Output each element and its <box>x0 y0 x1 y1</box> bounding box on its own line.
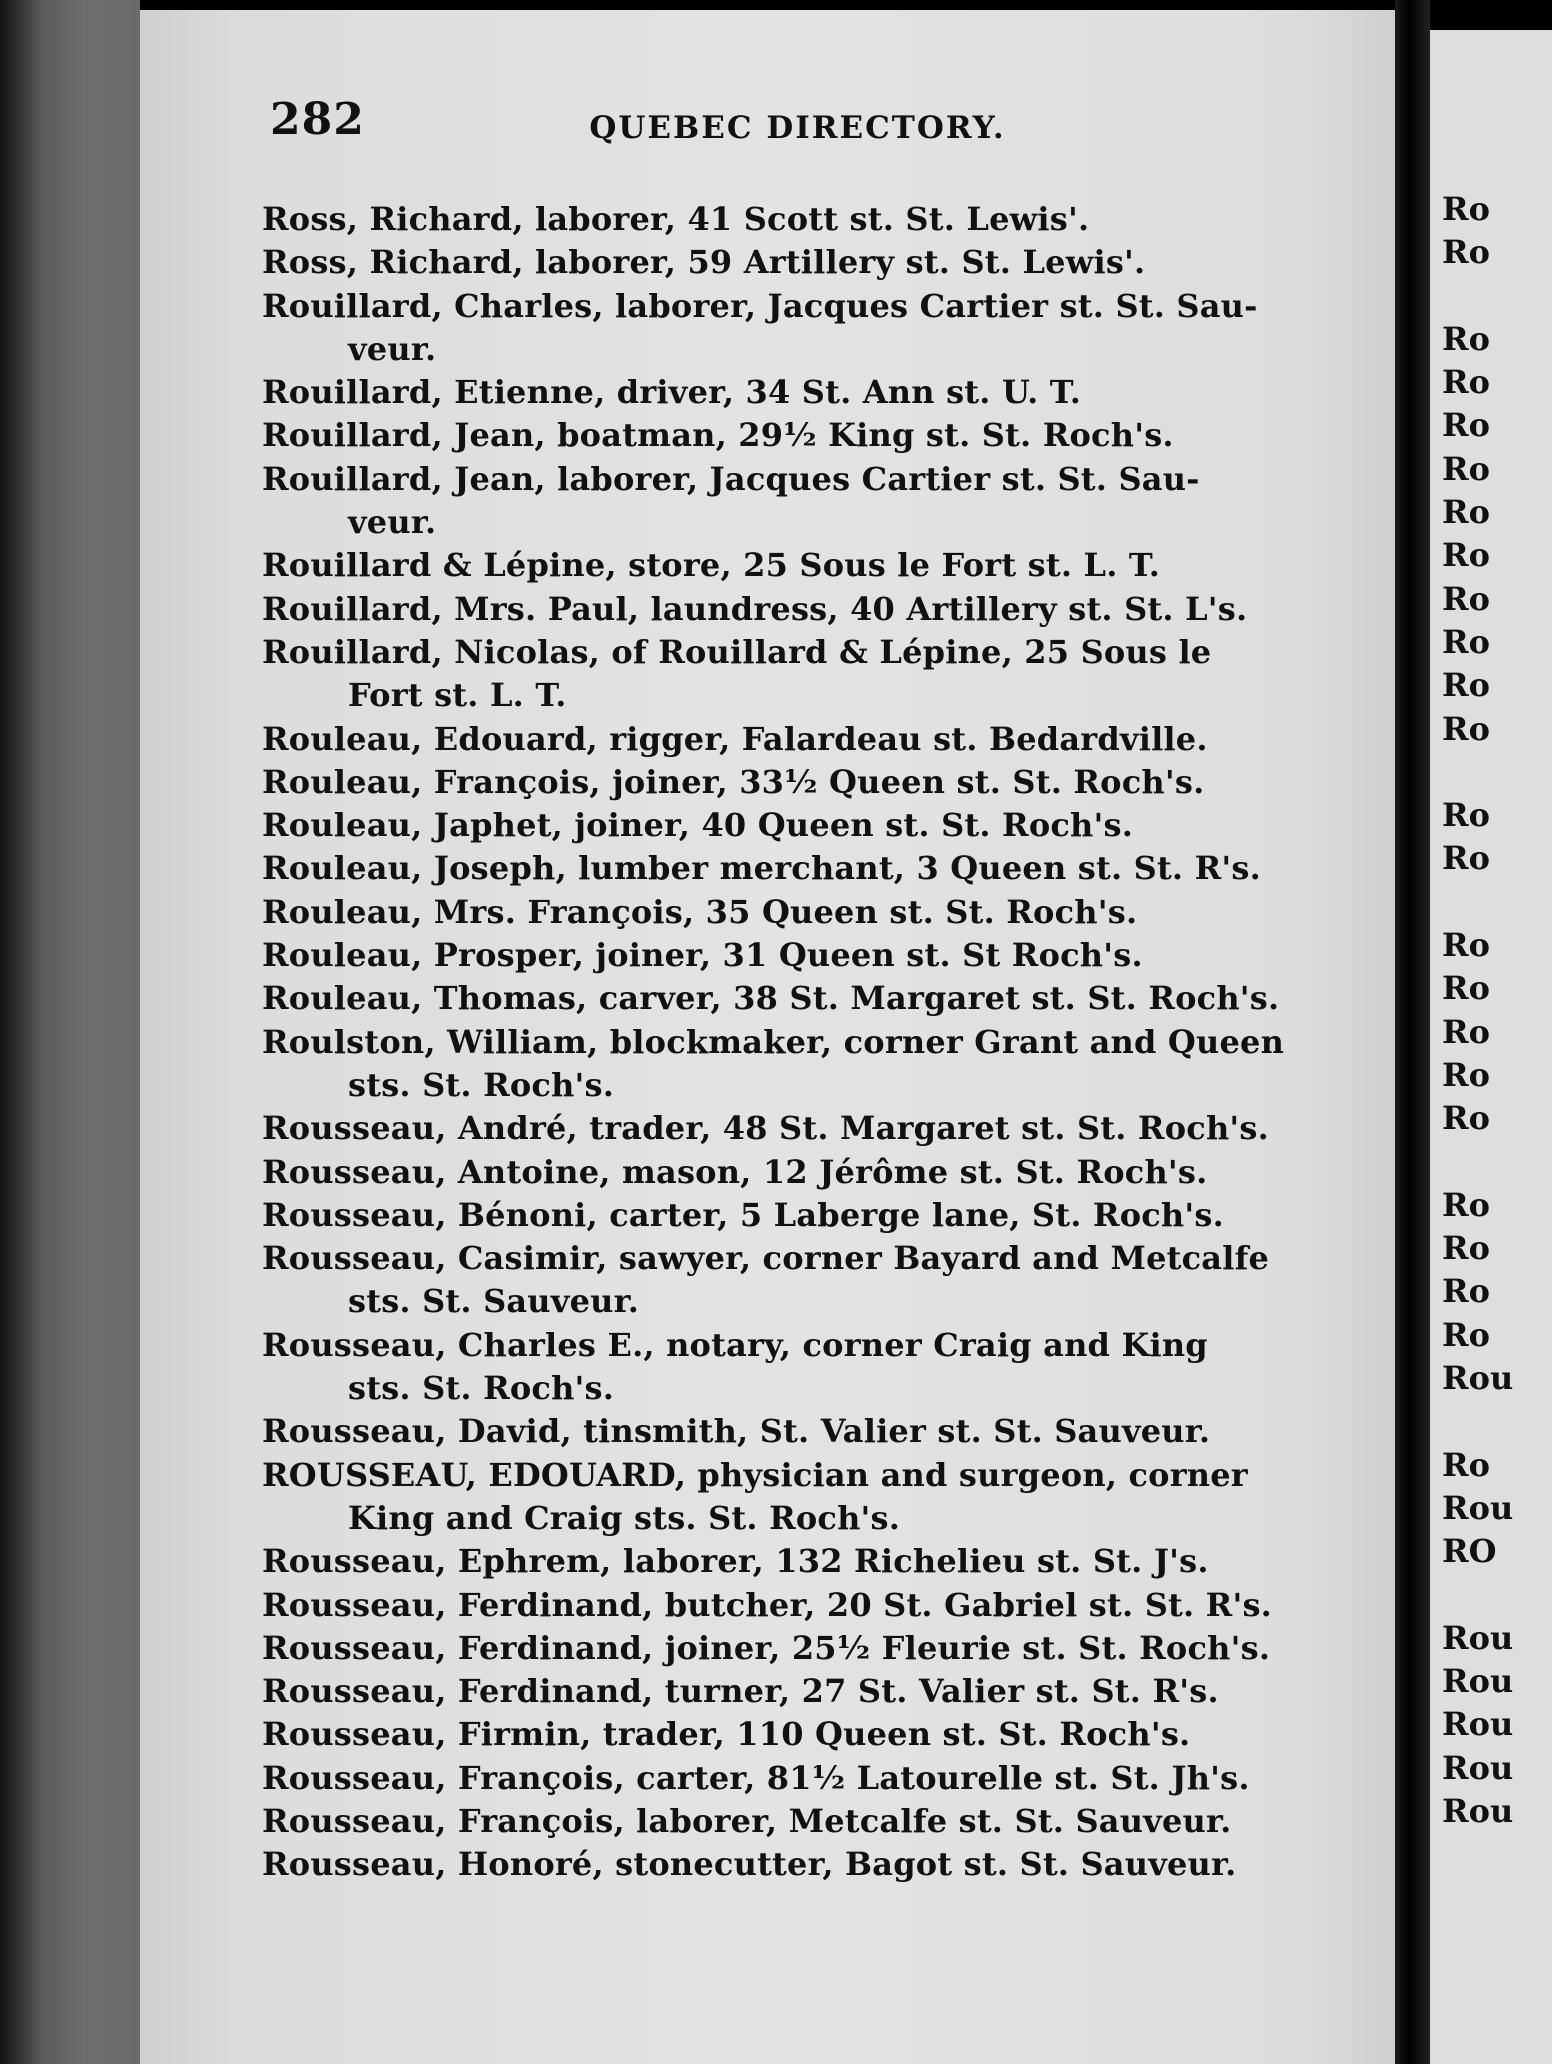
directory-entry <box>262 977 1387 1020</box>
directory-entry <box>262 891 1387 934</box>
adjacent-fragment: Ro <box>1442 1315 1490 1354</box>
directory-entry <box>262 1800 1387 1843</box>
adjacent-fragment: Ro <box>1442 622 1490 661</box>
book-spine <box>0 0 140 2064</box>
directory-entry <box>262 1237 1387 1324</box>
entry-line: Rouillard, Mrs. Paul, laundress, 40 Artillery st. St. L's. <box>262 589 1248 628</box>
adjacent-fragment: Ro <box>1442 1012 1490 1051</box>
entry-line: Rousseau, Honoré, stonecutter, Bagot st. St. Sauveur. <box>262 1845 1237 1884</box>
adjacent-fragment: Ro <box>1442 666 1490 705</box>
running-title: QUEBEC DIRECTORY. <box>589 110 1006 146</box>
adjacent-fragment: Rou <box>1442 1488 1514 1527</box>
adjacent-fragment: Ro <box>1442 1055 1490 1094</box>
adjacent-fragment <box>1430 881 1552 924</box>
adjacent-fragment: Ro <box>1442 839 1490 878</box>
directory-entry <box>262 1410 1387 1453</box>
entry-line: Rouleau, Mrs. François, 35 Queen st. St. Roch's. <box>262 892 1138 931</box>
entry-line: Ross, Richard, laborer, 41 Scott st. St. Lewis'. <box>262 200 1090 238</box>
adjacent-fragment: Ro <box>1442 709 1490 748</box>
entry-line: Rousseau, Firmin, trader, 110 Queen st. St. Roch's. <box>262 1715 1191 1754</box>
directory-entry <box>262 804 1387 847</box>
directory-entry <box>262 285 1387 372</box>
adjacent-fragment: Ro <box>1442 363 1490 402</box>
directory-entry <box>262 1540 1387 1583</box>
directory-entry <box>262 761 1387 804</box>
directory-entry <box>262 1151 1387 1194</box>
entry-line: Rousseau, François, carter, 81½ Latourelle st. St. Jh's. <box>262 1758 1250 1797</box>
adjacent-fragment: Rou <box>1442 1618 1514 1657</box>
entry-line: Rouillard, Jean, laborer, Jacques Cartier st. St. Sau- <box>262 459 1200 498</box>
directory-entry <box>262 718 1387 761</box>
entry-line: Rousseau, Bénoni, carter, 5 Laberge lane, St. Roch's. <box>262 1195 1224 1234</box>
adjacent-fragment: Ro <box>1442 493 1490 532</box>
entry-line: Rousseau, François, laborer, Metcalfe st. St. Sauveur. <box>262 1801 1232 1840</box>
directory-entry <box>262 1584 1387 1627</box>
entry-line: Rouleau, Edouard, rigger, Falardeau st. Bedardville. <box>262 719 1208 758</box>
adjacent-fragment: Ro <box>1442 536 1490 575</box>
directory-entry <box>262 934 1387 977</box>
adjacent-fragment: Rou <box>1442 1791 1514 1830</box>
directory-entry <box>262 544 1387 587</box>
adjacent-fragment: Ro <box>1442 796 1490 835</box>
adjacent-fragment: Ro <box>1442 1185 1490 1224</box>
adjacent-fragment: Ro <box>1442 449 1490 488</box>
directory-entry <box>262 1843 1387 1886</box>
entry-continuation: veur. <box>348 503 437 542</box>
adjacent-fragment: Ro <box>1442 969 1490 1008</box>
adjacent-page-text <box>1430 188 1552 2018</box>
entry-line: Rouillard, Jean, boatman, 29½ King st. St. Roch's. <box>262 416 1174 455</box>
entry-line: Rouleau, François, joiner, 33½ Queen st. St. Roch's. <box>262 762 1205 801</box>
adjacent-fragment: Ro <box>1442 406 1490 445</box>
adjacent-fragment: Ro <box>1442 319 1490 358</box>
directory-entry <box>262 1107 1387 1150</box>
entry-line: Rousseau, Ferdinand, joiner, 25½ Fleurie st. St. Roch's. <box>262 1628 1271 1667</box>
page-gutter <box>1395 0 1430 2064</box>
entry-continuation: veur. <box>348 329 437 368</box>
adjacent-fragment: Rou <box>1442 1662 1514 1701</box>
adjacent-fragment: Ro <box>1442 926 1490 965</box>
adjacent-fragment: Ro <box>1442 1272 1490 1311</box>
directory-entry <box>262 1713 1387 1756</box>
adjacent-fragment: Ro <box>1442 1099 1490 1138</box>
entry-line: Ross, Richard, laborer, 59 Artillery st. St. Lewis'. <box>262 243 1146 282</box>
entry-line: Rouillard & Lépine, store, 25 Sous le Fort st. L. T. <box>262 546 1161 585</box>
adjacent-fragment: Rou <box>1442 1748 1514 1787</box>
directory-entry <box>262 1194 1387 1237</box>
entry-line: Rousseau, Charles E., notary, corner Craig and King <box>262 1325 1208 1364</box>
directory-entry <box>262 847 1387 890</box>
adjacent-fragment: Rou <box>1442 1705 1514 1744</box>
entry-line: Rousseau, David, tinsmith, St. Valier st. St. Sauveur. <box>262 1412 1211 1451</box>
adjacent-fragment <box>1430 1574 1552 1617</box>
directory-entry <box>262 1670 1387 1713</box>
directory-entry <box>262 631 1387 718</box>
entry-line: ROUSSEAU, EDOUARD, physician and surgeon, corner <box>262 1455 1248 1494</box>
directory-entries <box>262 198 1387 1887</box>
entry-line: Rousseau, André, trader, 48 St. Margaret st. St. Roch's. <box>262 1109 1269 1148</box>
entry-continuation: King and Craig sts. St. Roch's. <box>348 1498 901 1537</box>
entry-continuation: sts. St. Sauveur. <box>348 1282 640 1321</box>
adjacent-fragment: Ro <box>1442 1445 1490 1484</box>
directory-entry <box>262 588 1387 631</box>
entry-line: Rousseau, Ephrem, laborer, 132 Richelieu st. St. J's. <box>262 1542 1209 1581</box>
directory-entry <box>262 1454 1387 1541</box>
entry-line: Rouleau, Thomas, carver, 38 St. Margaret st. St. Roch's. <box>262 979 1280 1018</box>
adjacent-fragment <box>1430 1141 1552 1184</box>
directory-entry <box>262 371 1387 414</box>
directory-entry <box>262 458 1387 545</box>
entry-line: Rouleau, Prosper, joiner, 31 Queen st. St Roch's. <box>262 936 1143 975</box>
entry-continuation: Fort st. L. T. <box>348 676 567 715</box>
adjacent-fragment <box>1430 751 1552 794</box>
directory-entry <box>262 241 1387 284</box>
page-number: 282 <box>270 94 365 145</box>
directory-entry <box>262 1627 1387 1670</box>
adjacent-fragment: Rou <box>1442 1359 1514 1398</box>
entry-continuation: sts. St. Roch's. <box>348 1369 615 1408</box>
directory-entry <box>262 1021 1387 1108</box>
directory-entry <box>262 198 1387 241</box>
entry-line: Rouleau, Joseph, lumber merchant, 3 Queen st. St. R's. <box>262 849 1261 888</box>
directory-entry <box>262 1757 1387 1800</box>
adjacent-fragment: Ro <box>1442 579 1490 618</box>
entry-continuation: sts. St. Roch's. <box>348 1065 615 1104</box>
adjacent-fragment <box>1430 1400 1552 1443</box>
directory-page <box>140 10 1395 2064</box>
entry-line: Rousseau, Antoine, mason, 12 Jérôme st. St. Roch's. <box>262 1152 1208 1191</box>
adjacent-fragment: Ro <box>1442 1229 1490 1268</box>
adjacent-fragment: Ro <box>1442 190 1490 228</box>
entry-line: Rouillard, Nicolas, of Rouillard & Lépine, 25 Sous le <box>262 632 1212 671</box>
entry-line: Rousseau, Ferdinand, turner, 27 St. Valier st. St. R's. <box>262 1672 1219 1711</box>
entry-line: Rouleau, Japhet, joiner, 40 Queen st. St. Roch's. <box>262 806 1134 845</box>
entry-line: Rouillard, Charles, laborer, Jacques Cartier st. St. Sau- <box>262 286 1258 325</box>
directory-entry <box>262 1324 1387 1411</box>
adjacent-fragment: RO <box>1442 1532 1497 1571</box>
entry-line: Rouillard, Etienne, driver, 34 St. Ann st. U. T. <box>262 373 1082 412</box>
directory-entry <box>262 414 1387 457</box>
entry-line: Roulston, William, blockmaker, corner Grant and Queen <box>262 1022 1285 1061</box>
adjacent-fragment: Ro <box>1442 233 1490 272</box>
entry-line: Rousseau, Ferdinand, butcher, 20 St. Gabriel st. St. R's. <box>262 1585 1273 1624</box>
entry-line: Rousseau, Casimir, sawyer, corner Bayard and Metcalfe <box>262 1239 1270 1278</box>
adjacent-fragment <box>1430 275 1552 318</box>
